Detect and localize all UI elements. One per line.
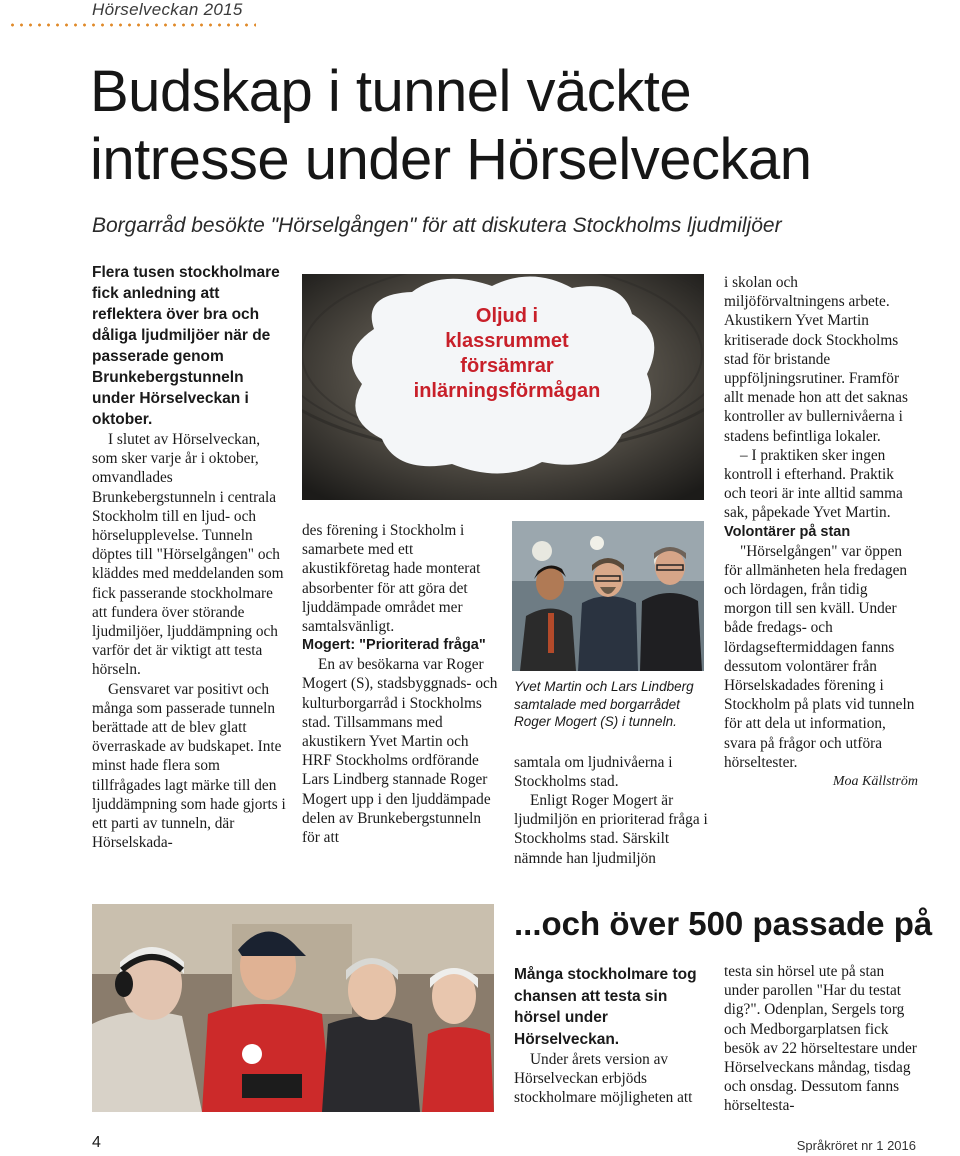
subhead-volontarer: Volontärer på stan bbox=[724, 523, 851, 540]
hearing-test-photo-graphic bbox=[92, 904, 494, 1112]
column-5 bbox=[514, 964, 704, 1108]
lead-paragraph: Flera tusen stockholmare fick anledning att reflektera över bra och dåliga ljudmiljöer när de passerade genom Brunkebergstunneln under Hörselveckan i oktober. bbox=[92, 264, 280, 428]
body-paragraph-11: testa sin hörsel ute på stan under parollen "Har du testat dig?". Odenplan, Sergels torg och Medborgarplatsen fick besök av 22 hörseltestare under Hörselveckans måndag, tisdag och onsdag. Dessutom fanns hörseltesta- bbox=[724, 963, 917, 1115]
section-title: ...och över 500 passade på bbox=[514, 905, 933, 942]
body-paragraph-4: En av besökarna var Roger Mogert (S), stadsbyggnads- och kulturborgarråd i Stockholms stad. Tillsammans med akustikern Yvet Martin och HRF Stockholms ordförande Lars Lindberg stannade Roger Mogert upp i den ljuddämpade delen av Brunkebergstunneln för att bbox=[302, 656, 498, 847]
page-number: 4 bbox=[92, 1134, 101, 1151]
body-paragraph-10: Under årets version av Hörselveckan erbjöds stockholmare möjligheten att bbox=[514, 1051, 693, 1107]
column-2 bbox=[302, 521, 498, 847]
tunnel-sign-text bbox=[362, 304, 652, 404]
dotted-rule bbox=[8, 22, 256, 28]
sign-line-2: klassrummet bbox=[445, 330, 569, 352]
people-photo bbox=[512, 521, 704, 671]
section-header: Hörselveckan 2015 bbox=[92, 0, 243, 19]
photo-caption: Yvet Martin och Lars Lindberg samtalade med borgarrådet Roger Mogert (S) i tunneln. bbox=[514, 679, 694, 729]
headline-line-2: intresse under Hörselveckan bbox=[90, 127, 812, 192]
sign-line-3: försämrar bbox=[460, 355, 554, 377]
body-paragraph-5: samtala om ljudnivåerna i Stockholms stad. bbox=[514, 753, 673, 790]
people-photo-graphic bbox=[512, 521, 704, 671]
body-paragraph-1: I slutet av Hörselveckan, som sker varje år i oktober, omvandlades Brunkebergstunneln i centrala Stockholm till en ljud- och hörselupplevelse. Tunneln döptes till "Hörselgången" och kläddes med meddelanden som fick passerande stockholmare att fundera över störande ljudmiljöer, ljuddämpning och varför det är viktigt att testa hörseln. bbox=[92, 431, 284, 679]
body-paragraph-6: Enligt Roger Mogert är ljudmiljön en prioriterad fråga i Stockholms stad. Särskilt nämnde han ljudmiljön bbox=[514, 791, 708, 867]
column-6 bbox=[724, 962, 918, 1116]
sign-line-4: inlärningsförmågan bbox=[413, 380, 601, 402]
headline-line-1: Budskap i tunnel väckte bbox=[90, 59, 692, 124]
body-paragraph-3: des förening i Stockholm i samarbete med ett akustikföretag hade monterat absorbenter för att göra det ljuddämpade området mer samtalsvänligt. bbox=[302, 522, 481, 636]
body-paragraph-8: – I praktiken sker ingen kontroll i efterhand. Praktik och teori är inte alltid samma sak, påpekade Yvet Martin. bbox=[724, 446, 903, 522]
column-1 bbox=[92, 262, 288, 852]
body-paragraph-7: i skolan och miljöförvaltningens arbete. Akustikern Yvet Martin kritiserade dock Stockholms stad för bristande uppföljningsrutiner. Framför allt menade hon att det saknas kontroller av bullernivåerna i stadens befintliga lokaler. bbox=[724, 274, 908, 445]
subheadline: Borgarråd besökte "Hörselgången" för att diskutera Stockholms ljudmiljöer bbox=[92, 214, 782, 237]
sign-line-1: Oljud i bbox=[475, 305, 539, 327]
magazine-name: Språkröret nr 1 2016 bbox=[796, 1138, 916, 1153]
body-paragraph-9: "Hörselgången" var öppen för allmänheten hela fredagen och lördagen, från tidig morgon till sen kväll. Under både fredags- och lördagseftermiddagen fanns dessutom volontärer från Hörselskadades förening i Stockholm på plats vid tunneln för att dela ut information, svara på frågor och utföra hörseltester. bbox=[724, 542, 915, 771]
hearing-test-photo bbox=[92, 904, 494, 1112]
lead-paragraph-2: Många stockholmare tog chansen att testa sin hörsel under Hörselveckan. bbox=[514, 966, 697, 1048]
headline bbox=[90, 58, 950, 194]
byline: Moa Källström bbox=[832, 774, 918, 790]
subhead-mogert: Mogert: "Prioriterad fråga" bbox=[302, 637, 486, 654]
column-3 bbox=[514, 678, 708, 868]
column-4 bbox=[724, 273, 918, 791]
tunnel-sign-photo bbox=[302, 274, 704, 500]
body-paragraph-2: Gensvaret var positivt och många som passerade tunneln berättade att de blev glatt överraskade av budskapet. Inte minst hade flera som tillfrågades lagt märke till den ljuddämpning som hade gjorts i ett parti av tunneln, där Hörselskada- bbox=[92, 680, 286, 852]
